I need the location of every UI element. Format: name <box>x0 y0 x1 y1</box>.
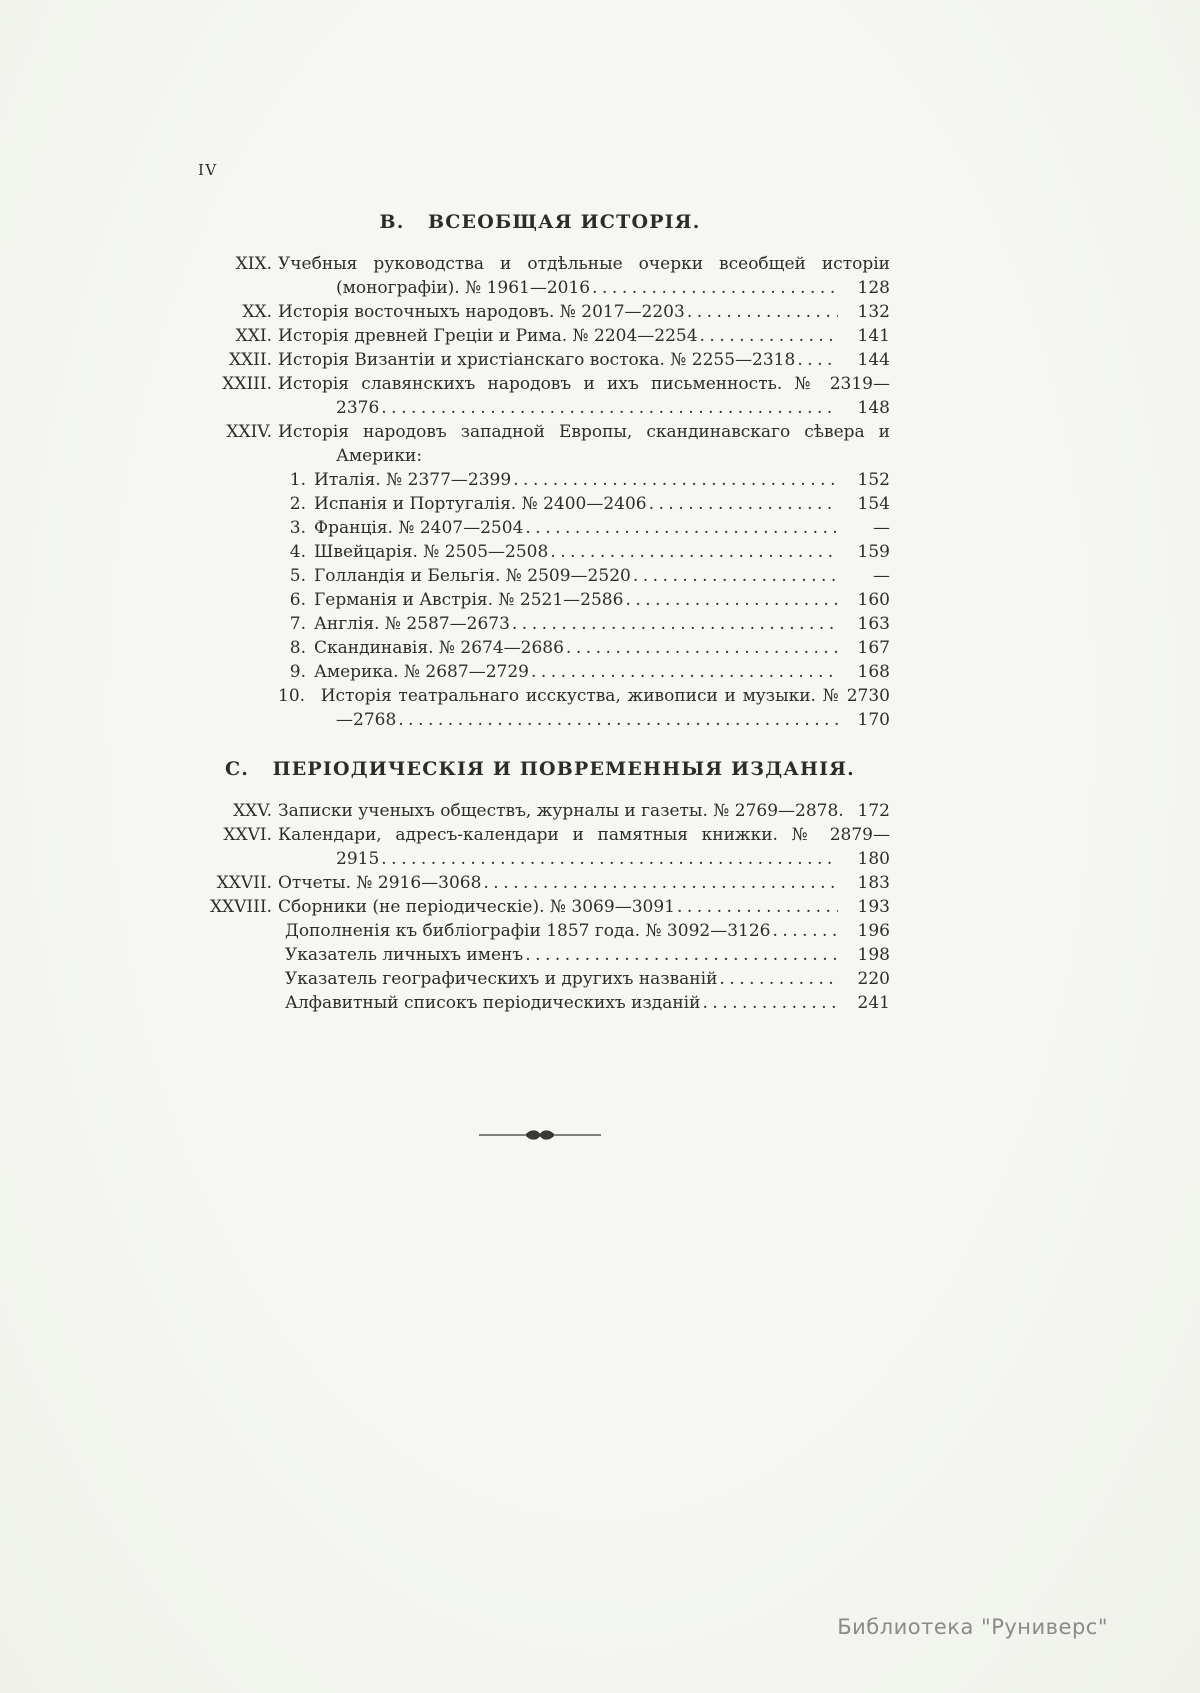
toc-row-title: Сборники (не періодическіе). № 3069—3091 <box>278 897 675 917</box>
dot-leader <box>525 943 838 967</box>
dot-leader <box>381 847 838 871</box>
toc-row-content <box>278 799 844 823</box>
toc-row-content <box>278 300 840 324</box>
toc-row-title: Скандинавія. № 2674—2686 <box>314 638 564 658</box>
toc-row-label: XXVIII. <box>209 897 272 917</box>
dot-leader <box>483 871 838 895</box>
toc-row <box>190 708 890 732</box>
toc-row-page: 170 <box>857 710 890 730</box>
toc-row-label: XXV. <box>233 801 272 821</box>
toc-row-title: Исторія театральнаго исскуства, живописи и музыки. № 2730 <box>320 686 890 706</box>
toc-row-title: (монографіи). № 1961—2016 <box>336 278 591 298</box>
toc-row <box>190 871 890 895</box>
toc-row-title: Указатель личныхъ именъ <box>285 945 524 965</box>
toc-row-label: XX. <box>242 302 272 322</box>
toc-row <box>190 967 890 991</box>
dot-leader <box>513 468 838 492</box>
toc-row <box>190 799 890 823</box>
toc-row-label: XXIII. <box>222 374 272 394</box>
toc-row-title: 2915 <box>336 849 380 869</box>
toc-row-page: 160 <box>857 590 890 610</box>
section-vseobshchaya-istoriya <box>190 211 890 732</box>
toc-row <box>190 492 890 516</box>
toc-row-title: 2376 <box>336 398 380 418</box>
section-heading: С. ПЕРІОДИЧЕСКІЯ И ПОВРЕМЕННЫЯ ИЗДАНІЯ. <box>224 758 855 780</box>
table-of-contents <box>190 211 890 1015</box>
toc-row-content <box>278 684 890 708</box>
toc-row <box>190 516 890 540</box>
toc-row <box>190 895 890 919</box>
dot-leader <box>550 540 838 564</box>
toc-row-content <box>278 324 840 348</box>
toc-row-label: XXII. <box>228 350 272 370</box>
toc-row-title: Дополненія къ библіографіи 1857 года. № 3092—3126 <box>285 921 771 941</box>
toc-row-content <box>278 540 840 564</box>
toc-rows <box>190 799 890 1015</box>
toc-row <box>190 396 890 420</box>
toc-row-title: Алфавитный списокъ періодическихъ изданій <box>285 993 701 1013</box>
toc-row-content <box>278 612 840 636</box>
toc-row <box>190 684 890 708</box>
divider-ornament <box>190 1126 890 1146</box>
dot-leader <box>381 396 838 420</box>
toc-row-label: XXVI. <box>223 825 272 845</box>
dot-leader <box>700 324 838 348</box>
toc-row-content <box>278 276 840 300</box>
toc-row-title: Исторія восточныхъ народовъ. № 2017—2203 <box>278 302 685 322</box>
toc-row-title: Учебныя руководства и отдѣльные очерки всеобщей исторіи <box>278 254 890 274</box>
toc-row-page: 159 <box>857 542 890 562</box>
toc-rows <box>190 252 890 732</box>
toc-row-content <box>278 871 840 895</box>
toc-row <box>190 636 890 660</box>
dot-leader <box>512 612 838 636</box>
toc-row-title: Голландія и Бельгія. № 2509—2520 <box>314 566 631 586</box>
dot-leader <box>592 276 838 300</box>
dot-leader <box>772 919 838 943</box>
dot-leader <box>525 516 838 540</box>
toc-row <box>190 660 890 684</box>
toc-row <box>190 943 890 967</box>
toc-row-number: 3. <box>289 518 306 538</box>
dot-leader <box>625 588 838 612</box>
toc-row <box>190 324 890 348</box>
toc-row <box>190 276 890 300</box>
toc-row <box>190 348 890 372</box>
toc-row-title: Франція. № 2407—2504 <box>314 518 524 538</box>
toc-row-number: 9. <box>289 662 306 682</box>
toc-row-page: 152 <box>857 470 890 490</box>
toc-row-title: Америка. № 2687—2729 <box>314 662 529 682</box>
toc-row-label: XIX. <box>235 254 272 274</box>
dot-leader <box>531 660 838 684</box>
toc-row-content <box>278 943 840 967</box>
toc-row-content <box>278 895 840 919</box>
dot-leader <box>398 708 838 732</box>
toc-row-content <box>278 348 840 372</box>
page-folio: IV <box>198 161 218 179</box>
toc-row-content <box>278 967 840 991</box>
section-periodicheskiya-izdaniya <box>190 758 890 1015</box>
toc-row-content <box>278 492 840 516</box>
toc-row-page: 144 <box>857 350 890 370</box>
toc-row-title: Исторія Византіи и христіанскаго востока. № 2255—2318 <box>278 350 796 370</box>
toc-row-title: Германія и Австрія. № 2521—2586 <box>314 590 624 610</box>
dot-leader <box>797 348 838 372</box>
toc-row-page: 132 <box>857 302 890 322</box>
toc-row-number: 4. <box>289 542 306 562</box>
toc-row-title: —2768 <box>336 710 397 730</box>
toc-row-page: — <box>873 566 890 586</box>
toc-row-page: 183 <box>857 873 890 893</box>
toc-row <box>190 420 890 444</box>
toc-row-page: 220 <box>857 969 890 989</box>
toc-row <box>190 823 890 847</box>
toc-row-title: Исторія народовъ западной Европы, скандинавскаго сѣвера и <box>278 422 890 442</box>
dot-leader <box>719 967 838 991</box>
toc-row-number: 5. <box>289 566 306 586</box>
toc-row-content <box>278 564 840 588</box>
toc-row-content <box>278 823 890 847</box>
toc-row-title: Италія. № 2377—2399 <box>314 470 512 490</box>
toc-row-page: 154 <box>857 494 890 514</box>
toc-row-page: 241 <box>857 993 890 1013</box>
toc-row-number: 7. <box>289 614 306 634</box>
toc-row-content <box>278 919 840 943</box>
toc-row-page: 167 <box>857 638 890 658</box>
toc-row <box>190 991 890 1015</box>
toc-row-title: Календари, адресъ-календари и памятныя книжки. № 2879— <box>278 825 890 845</box>
toc-row-content <box>278 468 840 492</box>
toc-row-label: XXVII. <box>216 873 272 893</box>
toc-row <box>190 300 890 324</box>
dot-leader <box>702 991 838 1015</box>
toc-row-page: 163 <box>857 614 890 634</box>
toc-row-page: 128 <box>857 278 890 298</box>
toc-row-page: 172 <box>857 801 890 821</box>
toc-row-title: Испанія и Португалія. № 2400—2406 <box>314 494 647 514</box>
toc-row-title: Записки ученыхъ обществъ, журналы и газеты. № 2769—2878. <box>278 801 844 821</box>
toc-row-title: Указатель географическихъ и другихъ названій <box>285 969 718 989</box>
toc-row-label: XXIV. <box>226 422 272 442</box>
toc-row-number: 8. <box>289 638 306 658</box>
toc-row <box>190 847 890 871</box>
toc-row-page: 168 <box>857 662 890 682</box>
toc-row-content <box>278 708 840 732</box>
toc-row-page: — <box>873 518 890 538</box>
toc-row-page: 198 <box>857 945 890 965</box>
toc-row-content <box>278 420 890 444</box>
toc-row-title: Америки: <box>336 446 423 466</box>
toc-row-title: Исторія славянскихъ народовъ и ихъ письменность. № 2319— <box>278 374 890 394</box>
dot-leader <box>649 492 838 516</box>
toc-row-page: 196 <box>857 921 890 941</box>
toc-row-content <box>278 991 840 1015</box>
toc-row-content <box>278 636 840 660</box>
toc-row-number: 2. <box>289 494 306 514</box>
toc-row-number: 6. <box>289 590 306 610</box>
toc-row <box>190 252 890 276</box>
toc-row-title: Англія. № 2587—2673 <box>314 614 510 634</box>
toc-row <box>190 540 890 564</box>
toc-row <box>190 444 890 468</box>
toc-row-content <box>278 588 840 612</box>
toc-row-content <box>278 516 840 540</box>
toc-row-content <box>278 252 890 276</box>
toc-row-title: Исторія древней Греціи и Рима. № 2204—2254 <box>278 326 698 346</box>
toc-row <box>190 468 890 492</box>
toc-row-title: Швейцарія. № 2505—2508 <box>314 542 549 562</box>
toc-row-page: 193 <box>857 897 890 917</box>
dot-leader <box>687 300 838 324</box>
toc-row <box>190 612 890 636</box>
dot-leader <box>677 895 838 919</box>
toc-row-page: 141 <box>857 326 890 346</box>
toc-row-page: 148 <box>857 398 890 418</box>
toc-row-content <box>278 444 840 468</box>
toc-row-label: XXI. <box>235 326 272 346</box>
dot-leader <box>633 564 838 588</box>
toc-row-content <box>278 372 890 396</box>
toc-row-content <box>278 396 840 420</box>
toc-row <box>190 919 890 943</box>
toc-row <box>190 564 890 588</box>
toc-row-page: 180 <box>857 849 890 869</box>
section-heading: В. ВСЕОБЩАЯ ИСТОРІЯ. <box>379 211 701 233</box>
toc-row <box>190 372 890 396</box>
toc-row-number: 1. <box>289 470 306 490</box>
toc-row <box>190 588 890 612</box>
toc-row-number: 10. <box>278 686 306 706</box>
watermark-text: Библиотека "Руниверс" <box>837 1615 1108 1639</box>
toc-row-content <box>278 847 840 871</box>
toc-row-content <box>278 660 840 684</box>
dot-leader <box>566 636 838 660</box>
toc-row-title: Отчеты. № 2916—3068 <box>278 873 482 893</box>
